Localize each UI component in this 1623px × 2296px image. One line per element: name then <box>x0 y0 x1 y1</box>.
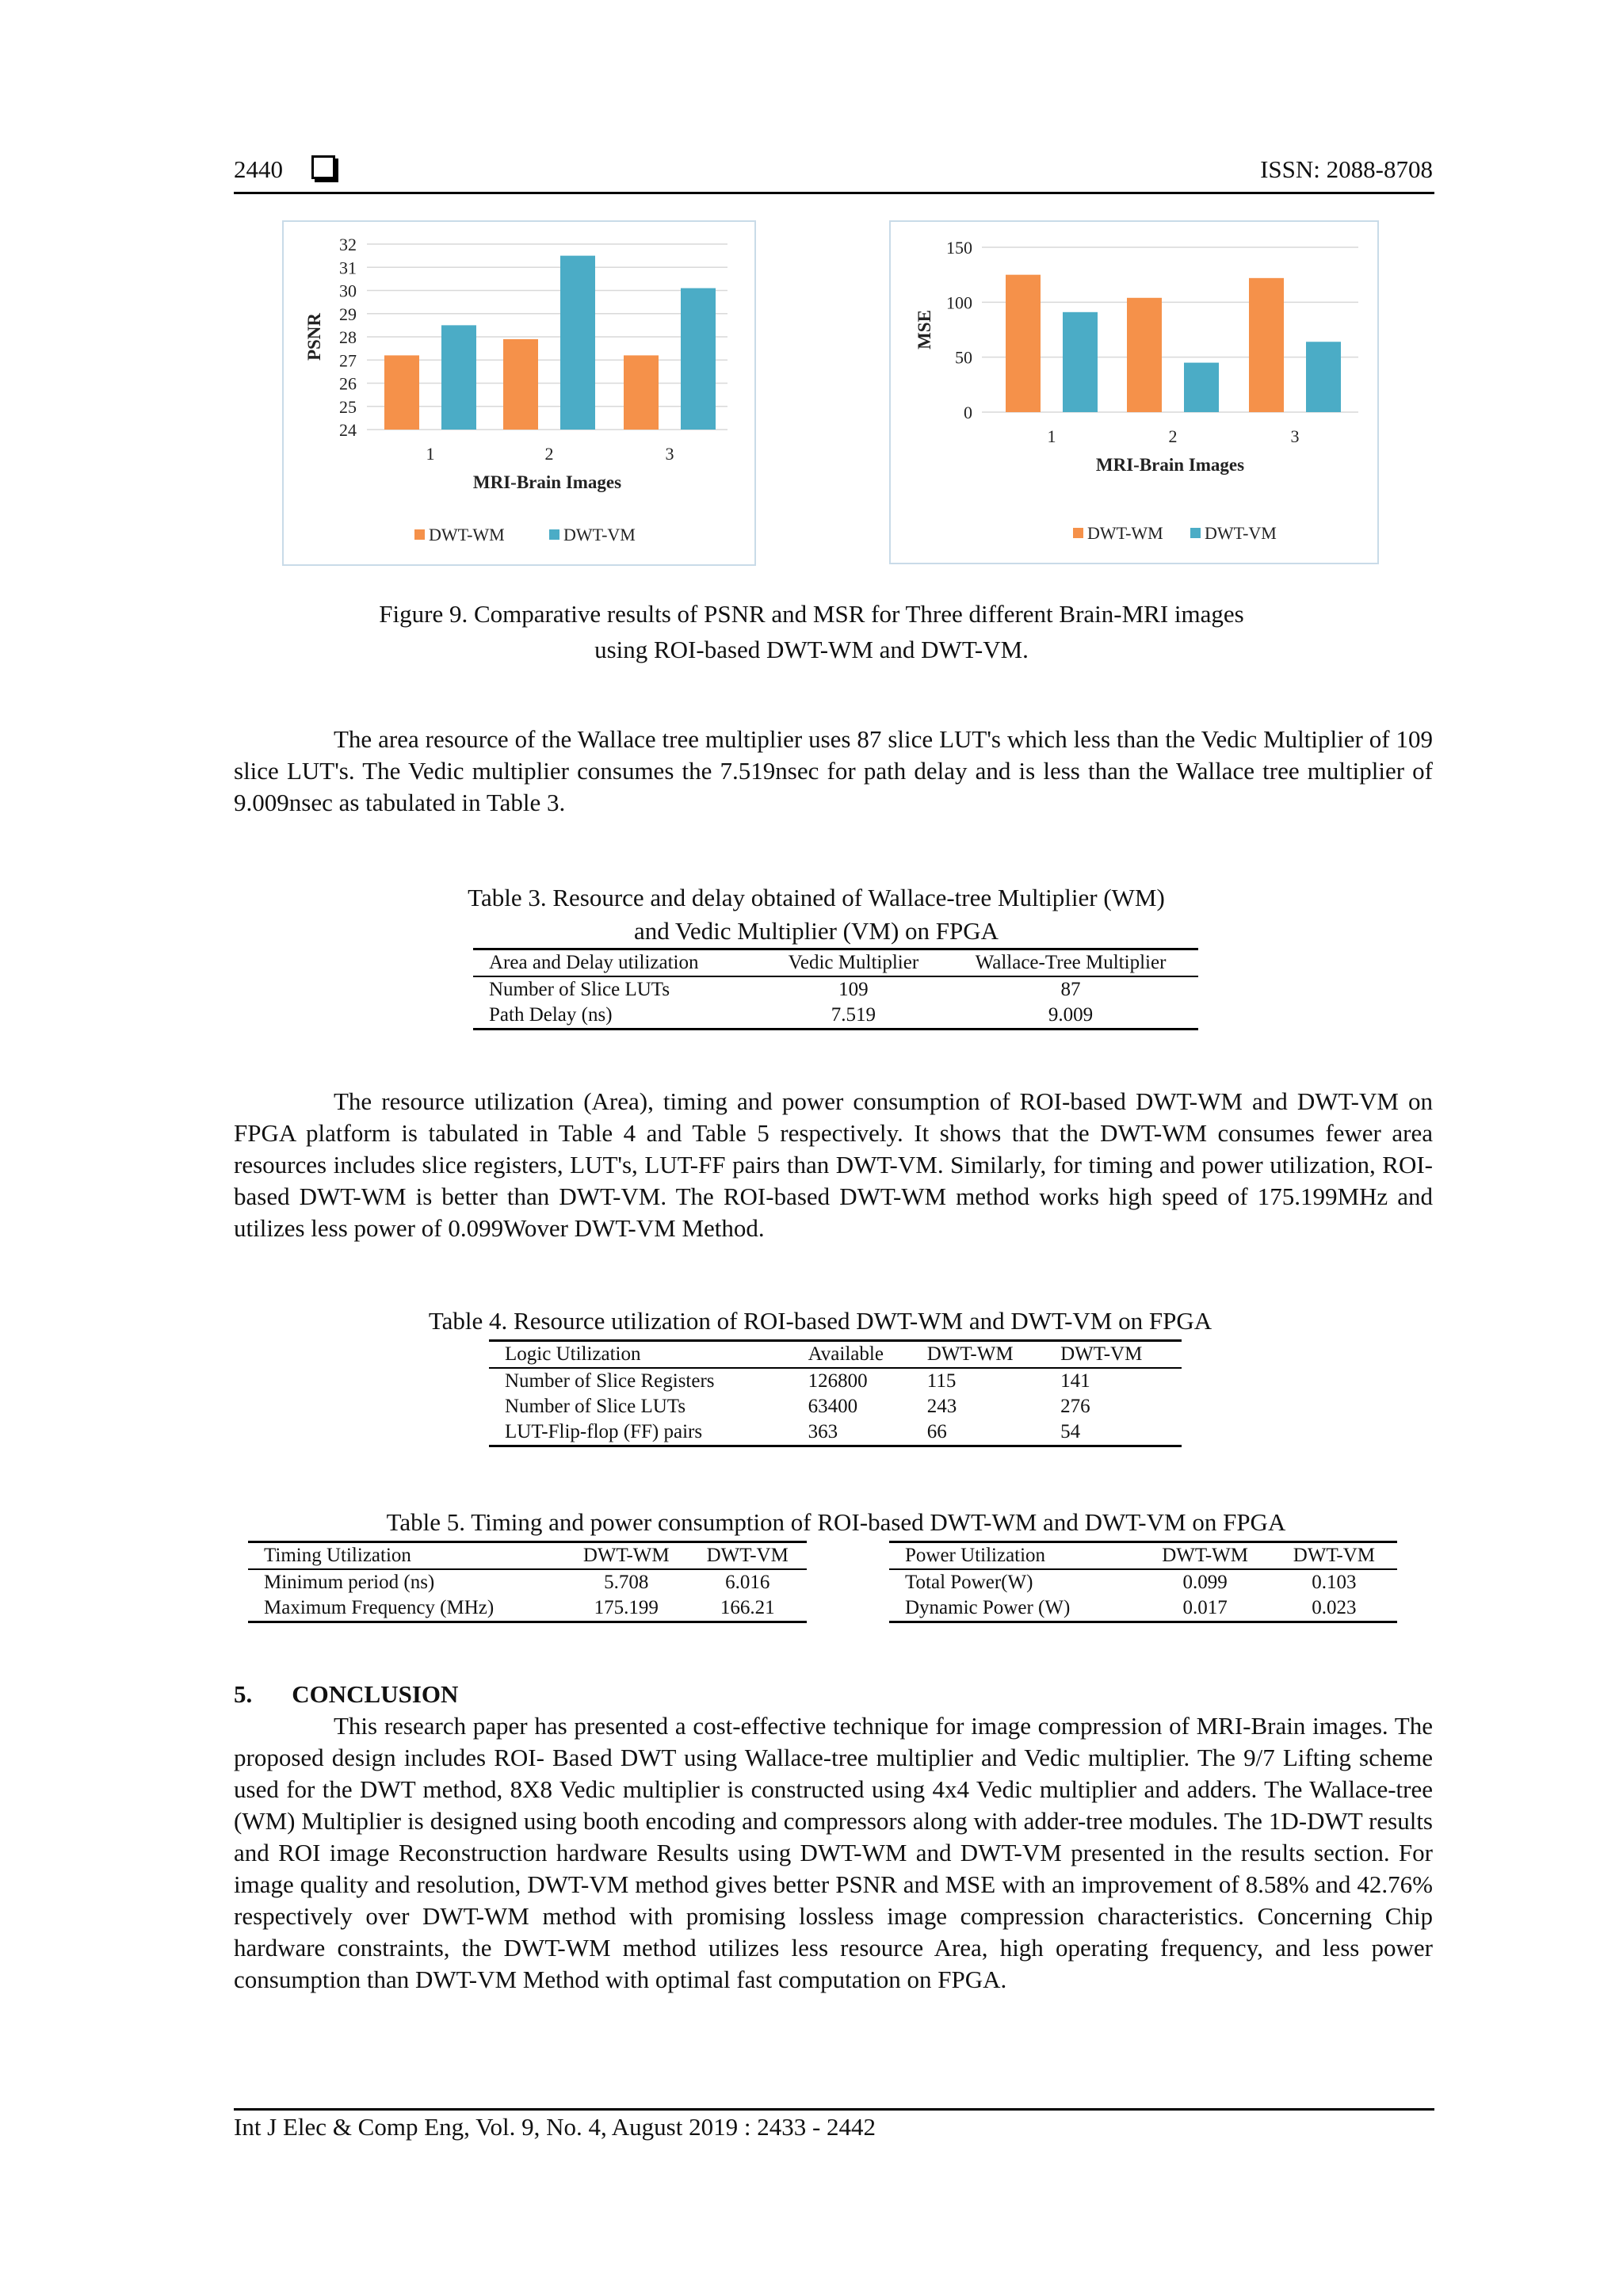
x-tick-label: 3 <box>665 444 674 464</box>
bar-dwt-vm <box>441 325 476 430</box>
table4-cell: 276 <box>1060 1396 1090 1417</box>
x-tick-label: 2 <box>544 444 554 464</box>
psnr-chart-frame <box>282 220 756 566</box>
y-tick-label: 0 <box>964 403 972 422</box>
table4-header-cell: Available <box>808 1343 884 1365</box>
table5-cell: 166.21 <box>720 1597 775 1618</box>
footer-rule <box>234 2108 1434 2111</box>
table-row <box>248 1595 807 1622</box>
table5-cell: Dynamic Power (W) <box>905 1597 1071 1618</box>
table4-cell: 115 <box>926 1370 957 1392</box>
table5-cell: Minimum period (ns) <box>264 1572 435 1593</box>
x-axis-label: MRI-Brain Images <box>472 472 622 492</box>
table5-timing-header-row <box>248 1542 807 1570</box>
bar-dwt-wm <box>1249 278 1284 412</box>
table5-cell: 0.103 <box>1312 1572 1357 1593</box>
table4-cell: Number of Slice LUTs <box>505 1396 686 1417</box>
table4-cell: LUT-Flip-flop (FF) pairs <box>505 1421 703 1442</box>
table5-cell: 5.708 <box>604 1572 649 1593</box>
table-row <box>889 1595 1397 1622</box>
legend-swatch <box>414 529 425 540</box>
table4-cell: 363 <box>808 1421 838 1442</box>
header-rule <box>234 192 1434 194</box>
table3-header-cell: Vedic Multiplier <box>788 952 919 973</box>
table3-header-row <box>473 949 1198 977</box>
table3-cell: 87 <box>1060 979 1081 1000</box>
table5-header-cell: Timing Utilization <box>264 1545 411 1566</box>
bar-dwt-vm <box>560 256 595 430</box>
y-tick-label: 26 <box>339 373 357 394</box>
mse-chart <box>891 222 1377 563</box>
table-row <box>889 1569 1397 1595</box>
table5-header-cell: DWT-VM <box>706 1545 789 1566</box>
table4-cell: 243 <box>926 1396 957 1417</box>
table5-cell: 6.016 <box>725 1572 770 1593</box>
bar-dwt-vm <box>681 288 716 430</box>
table5-cell: 0.023 <box>1312 1597 1357 1618</box>
y-tick-label: 28 <box>339 327 357 347</box>
legend-label: DWT-WM <box>429 525 505 544</box>
figure-caption-line2: using ROI-based DWT-WM and DWT-VM. <box>594 636 1029 663</box>
table5-cell: 0.099 <box>1182 1572 1228 1593</box>
table4-header-row <box>489 1341 1182 1369</box>
table3-caption <box>380 881 1252 948</box>
page-header-left <box>234 155 335 184</box>
table4-cell: Number of Slice Registers <box>505 1370 715 1392</box>
table-row <box>489 1419 1182 1446</box>
table4-cell: 141 <box>1060 1370 1090 1392</box>
paragraph-1 <box>234 724 1433 819</box>
bar-dwt-wm <box>1127 298 1162 412</box>
table-row <box>489 1368 1182 1394</box>
bar-dwt-wm <box>384 355 419 430</box>
table5-power <box>889 1541 1397 1623</box>
mse-chart-frame <box>889 220 1379 564</box>
table5-header-cell: Power Utilization <box>905 1545 1046 1566</box>
issn: ISSN: 2088-8708 <box>1260 155 1433 183</box>
checkbox-square-icon <box>311 155 335 179</box>
table4-header-cell: DWT-VM <box>1060 1343 1143 1365</box>
legend-label: DWT-VM <box>563 525 636 544</box>
conclusion-paragraph <box>234 1710 1433 1996</box>
figure-caption-line1: Figure 9. Comparative results of PSNR and MSR for Three different Brain-MRI images <box>379 600 1244 628</box>
page-number: 2440 <box>234 155 283 183</box>
table4-caption: Table 4. Resource utilization of ROI-based DWT-WM and DWT-VM on FPGA <box>428 1307 1212 1335</box>
table5-cell: Maximum Frequency (MHz) <box>264 1597 495 1618</box>
footer-citation: Int J Elec & Comp Eng, Vol. 9, No. 4, August 2019 : 2433 - 2442 <box>234 2113 876 2141</box>
table5-cell: 0.017 <box>1182 1597 1228 1618</box>
x-axis-label: MRI-Brain Images <box>1095 455 1245 475</box>
table-row <box>248 1569 807 1595</box>
table5-caption: Table 5. Timing and power consumption of ROI-based DWT-WM and DWT-VM on FPGA <box>386 1508 1286 1536</box>
table3-header-cell: Area and Delay utilization <box>489 952 699 973</box>
table3 <box>473 948 1198 1030</box>
y-axis-label: MSE <box>915 310 934 350</box>
y-tick-label: 32 <box>339 235 357 254</box>
y-tick-label: 29 <box>339 304 357 324</box>
figure-caption <box>238 596 1385 667</box>
legend-swatch <box>549 529 559 540</box>
table3-cell: 7.519 <box>831 1004 876 1026</box>
table5-header-cell: DWT-WM <box>582 1545 670 1566</box>
table5-header-cell: DWT-WM <box>1162 1545 1248 1566</box>
bar-dwt-wm <box>624 355 659 430</box>
legend-label: DWT-VM <box>1205 523 1277 543</box>
table4-header-cell: DWT-WM <box>926 1343 1014 1365</box>
table3-caption-line1: Table 3. Resource and delay obtained of Wallace-tree Multiplier (WM) <box>468 884 1165 911</box>
table5-cell: Total Power(W) <box>905 1572 1033 1593</box>
x-tick-label: 2 <box>1168 426 1178 446</box>
bar-dwt-wm <box>1006 275 1041 412</box>
bar-dwt-vm <box>1063 312 1098 412</box>
table5-cell: 175.199 <box>594 1597 659 1618</box>
table5-timing <box>248 1541 807 1623</box>
table4-cell: 66 <box>926 1421 947 1442</box>
section-title: CONCLUSION <box>292 1680 459 1708</box>
conclusion-text: This research paper has presented a cost-effective technique for image compression of MRI-Brain images. The proposed design includes ROI- Based DWT using Wallace-tree multiplier and Vedic multiplier. The 9/7 Lifting scheme used for the DWT method, 8X8 Vedic multiplier is constructed using 4x4 Vedic multiplier and adders. The Wallace-tree (WM) Multiplier is designed using booth encoding and compressors along with adder-tree modules. The 1D-DWT results and ROI image Reconstruction hardware Results using DWT-WM and DWT-VM presented in the results section. For image quality and resolution, DWT-VM method gives better PSNR and MSE with an improvement of 8.58% and 42.76% respectively over DWT-WM method with promising lossless image compression characteristics. Concerning Chip hardware constraints, the DWT-WM method utilizes less resource Area, high operating frequency, and less power consumption than DWT-VM Method with optimal fast computation on FPGA. <box>234 1712 1433 1993</box>
table4-cell: 63400 <box>808 1396 858 1417</box>
bar-dwt-vm <box>1184 363 1219 412</box>
y-tick-label: 25 <box>339 396 357 417</box>
y-tick-label: 50 <box>955 347 972 368</box>
section-number: 5. <box>234 1680 253 1708</box>
y-axis-label: PSNR <box>304 312 324 361</box>
table5-power-header-row <box>889 1542 1397 1570</box>
bar-dwt-vm <box>1306 342 1341 412</box>
paragraph-2-text: The resource utilization (Area), timing and power consumption of ROI-based DWT-WM and DWT-VM on FPGA platform is tabulated in Table 4 and Table 5 respectively. It shows that the DWT-WM consumes fewer area resources includes slice registers, LUT's, LUT-FF pairs than DWT-VM. Similarly, for timing and power utilization, ROI-based DWT-WM is better than DWT-VM. The ROI-based DWT-WM method works high speed of 175.199MHz and utilizes less power of 0.099Wover DWT-VM Method. <box>234 1087 1433 1242</box>
table4-cell: 126800 <box>808 1370 868 1392</box>
paragraph-1-text: The area resource of the Wallace tree multiplier uses 87 slice LUT's which less than the Vedic Multiplier of 109 slice LUT's. The Vedic multiplier consumes the 7.519nsec for path delay and is less than the Wallace tree multiplier of 9.009nsec as tabulated in Table 3. <box>234 725 1433 816</box>
legend-label: DWT-WM <box>1087 523 1163 543</box>
legend-swatch <box>1190 528 1201 538</box>
table3-header-cell: Wallace-Tree Multiplier <box>975 952 1167 973</box>
paragraph-2 <box>234 1086 1433 1244</box>
x-tick-label: 3 <box>1290 426 1300 446</box>
y-tick-label: 24 <box>339 420 357 440</box>
section-heading <box>234 1680 458 1709</box>
y-tick-label: 100 <box>946 292 972 313</box>
table3-cell: Path Delay (ns) <box>489 1004 613 1026</box>
table5-header-cell: DWT-VM <box>1293 1545 1376 1566</box>
y-tick-label: 27 <box>339 350 357 371</box>
y-tick-label: 150 <box>946 238 972 258</box>
table4-cell: 54 <box>1060 1421 1081 1442</box>
table3-caption-line2: and Vedic Multiplier (VM) on FPGA <box>633 917 999 945</box>
bar-dwt-wm <box>503 339 538 430</box>
table4-header-cell: Logic Utilization <box>505 1343 641 1365</box>
table3-cell: Number of Slice LUTs <box>489 979 670 1000</box>
y-tick-label: 31 <box>339 258 357 278</box>
x-tick-label: 1 <box>426 444 435 464</box>
table3-cell: 9.009 <box>1048 1004 1094 1026</box>
y-tick-label: 30 <box>339 281 357 301</box>
table-row <box>489 1394 1182 1419</box>
table3-cell: 109 <box>838 979 869 1000</box>
table-row <box>473 976 1198 1003</box>
table4 <box>489 1339 1182 1447</box>
legend-swatch <box>1073 528 1083 538</box>
table-row <box>473 1003 1198 1030</box>
x-tick-label: 1 <box>1047 426 1056 446</box>
psnr-chart <box>284 222 754 564</box>
